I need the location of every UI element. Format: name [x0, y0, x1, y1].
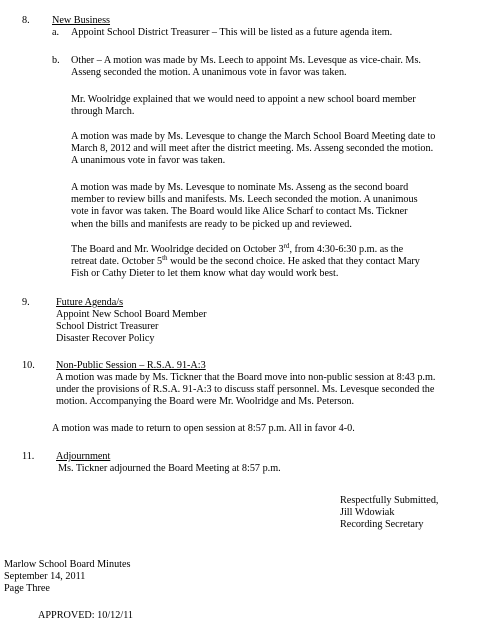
list-item: School District Treasurer: [56, 321, 159, 333]
document-footer: [4, 559, 130, 596]
paragraph-line: A motion was made by Ms. Tickner that the Board move into non-public session at 8:43 p.m.: [56, 372, 436, 383]
section-11-heading: Adjournment: [56, 451, 111, 462]
paragraph-line: A motion was made by Ms. Levesque to nominate Ms. Asseng as the second board: [71, 182, 409, 193]
paragraph-line: motion. Accompanying the Board were Mr. Woolridge and Ms. Peterson.: [56, 396, 355, 408]
signature-line: Recording Secretary: [340, 519, 424, 531]
nomination-paragraph: [71, 182, 418, 231]
section-8-number: 8.: [22, 15, 30, 26]
section-10-number: 10.: [22, 360, 35, 371]
paragraph-line: when the bills and manifests are ready to be picked up and reviewed.: [71, 218, 352, 230]
signature-block: [340, 495, 438, 532]
list-item: Appoint New School Board Member: [56, 309, 207, 320]
paragraph-line: [71, 244, 420, 256]
paragraph-line: A motion was made by Ms. Levesque to change the March School Board Meeting date to: [71, 131, 436, 142]
section-10-heading: Non-Public Session – R.S.A. 91-A:3: [56, 360, 206, 371]
paragraph-line: [71, 256, 420, 268]
footer-line: September 14, 2011: [4, 571, 86, 583]
footer-line: Page Three: [4, 583, 50, 595]
item-8a-text: Appoint School District Treasurer – This will be listed as a future agenda item.: [71, 27, 393, 38]
retreat-paragraph: [71, 244, 420, 281]
item-8a-label: a.: [52, 27, 60, 38]
paragraph-line: Mr. Woolridge explained that we would need to appoint a new school board member: [71, 94, 416, 105]
adjournment-line: Ms. Tickner adjourned the Board Meeting at 8:57 p.m.: [58, 463, 281, 474]
section-8-heading: New Business: [52, 15, 111, 26]
text-run: , from 4:30-6:30 p.m. as the: [289, 244, 404, 255]
section-9-heading: Future Agenda/s: [56, 297, 124, 308]
signature-line: Respectfully Submitted,: [340, 495, 439, 506]
text-run: would be the second choice. He asked that they contact Mary: [167, 256, 420, 268]
non-public-paragraph: [56, 372, 435, 409]
paragraph-line: Other – A motion was made by Ms. Leech to appoint Ms. Levesque as vice-chair. Ms.: [71, 55, 421, 66]
section-9-number: 9.: [22, 297, 30, 308]
item-8b-label: b.: [52, 55, 60, 66]
superscript: rd: [283, 242, 290, 250]
signature-line: Jill Wdowiak: [340, 507, 395, 519]
paragraph-line: Asseng seconded the motion. A unanimous vote in favor was taken.: [71, 67, 347, 79]
text-run: The Board and Mr. Woolridge decided on October 3: [71, 244, 284, 255]
future-agenda-list: [56, 309, 207, 346]
text-run: retreat date. October 5: [71, 256, 163, 268]
item-8b-paragraph: [71, 55, 421, 79]
paragraph-line: A unanimous vote in favor was taken.: [71, 155, 226, 167]
approved-stamp: APPROVED: 10/12/11: [38, 610, 133, 621]
paragraph-line: vote in favor was taken. The Board would like Alice Scharf to contact Ms. Tickner: [71, 206, 408, 218]
paragraph-line: March 8, 2012 and will meet after the district meeting. Ms. Asseng seconded the motion.: [71, 143, 434, 155]
paragraph-line: under the provisions of R.S.A. 91-A:3 to discuss staff personnel. Ms. Levesque seconded the: [56, 384, 435, 396]
paragraph-line: member to review bills and manifests. Ms. Leech seconded the motion. A unanimous: [71, 194, 418, 206]
woolridge-paragraph: [71, 94, 416, 118]
meeting-date-paragraph: [71, 131, 435, 168]
superscript: th: [162, 254, 168, 263]
paragraph-line: through March.: [71, 106, 135, 118]
list-item: Disaster Recover Policy: [56, 333, 155, 345]
paragraph-line: Fish or Cathy Dieter to let them know what day would work best.: [71, 268, 339, 280]
section-11-number: 11.: [22, 451, 35, 462]
return-open-session-line: A motion was made to return to open session at 8:57 p.m. All in favor 4-0.: [52, 423, 355, 434]
footer-line: Marlow School Board Minutes: [4, 559, 131, 570]
